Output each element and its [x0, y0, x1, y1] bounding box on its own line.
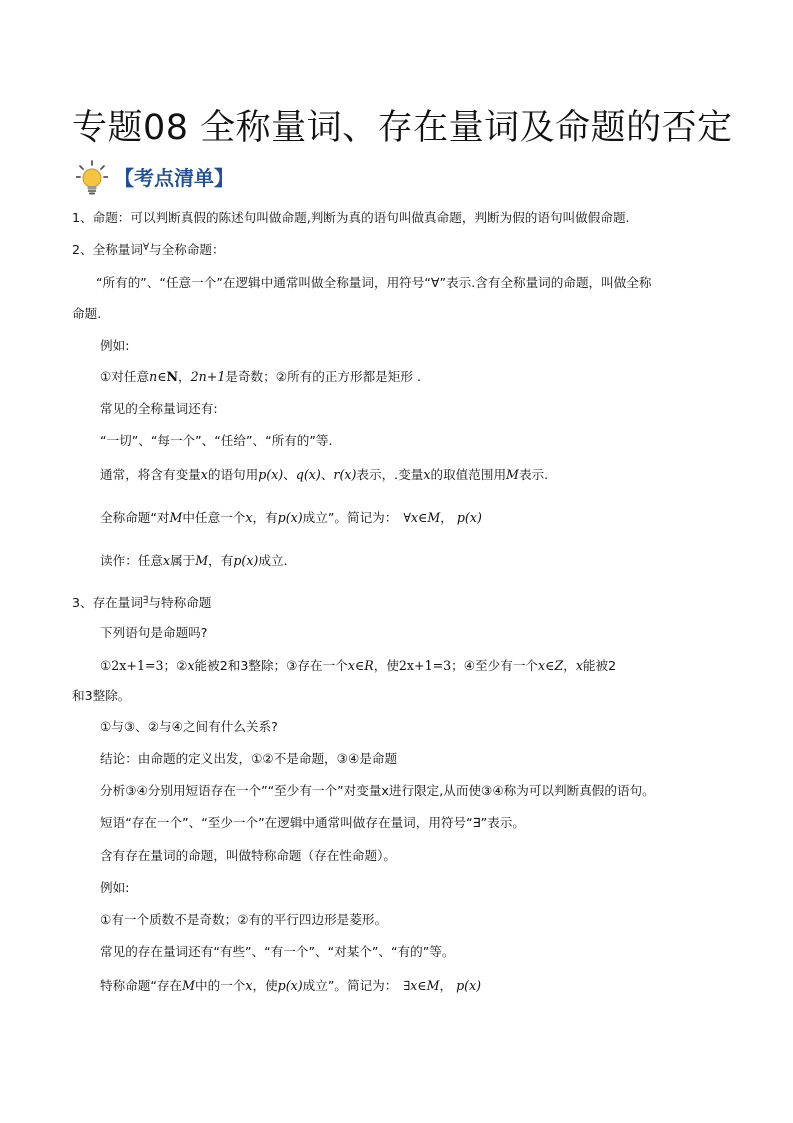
math-expr: p(x) [277, 510, 303, 525]
text-span: 属于 [170, 553, 196, 568]
paragraph-17: 结论：由命题的定义出发，①②不是命题，③④是命题 [100, 751, 398, 766]
text-span: ；④至少有一个 [451, 658, 539, 673]
paragraph-14 [100, 656, 616, 676]
paragraph-3: “所有的”、“任意一个”在逻辑中通常叫做全称量词，用符号“∀”表示.含有全称量词的命题，叫做全称 [96, 275, 652, 290]
example-label-1: 例如: [100, 338, 130, 353]
math-expr: p(x) [277, 978, 303, 993]
text-span: 全称命题“对 [100, 510, 170, 525]
heading-2-text: 2、全称量词 [72, 242, 143, 257]
text-span: ，使 [373, 658, 399, 673]
section-header [76, 160, 234, 196]
text-span: 的语句用 [207, 467, 259, 482]
paragraph-24 [100, 976, 481, 996]
paragraph-6 [100, 367, 421, 387]
text-span: 中的一个 [195, 978, 246, 993]
math-var: M [506, 467, 519, 482]
example-label-2: 例如: [100, 880, 130, 895]
lightbulb-icon [76, 160, 108, 196]
text-span: ① [100, 658, 112, 673]
text-span: 是奇数；②所有的正方形都是矩形 . [225, 369, 421, 384]
page-title: 专题08 全称量词、存在量词及命题的否定 [72, 108, 733, 148]
math-var: x [187, 658, 195, 673]
paragraph-19: 短语“存在一个”、“至少一个”在逻辑中通常叫做存在量词，用符号“∃”表示。 [100, 815, 525, 830]
text-span: 、 [283, 467, 296, 482]
math-var: n [149, 369, 158, 384]
text-span: ， [178, 369, 191, 384]
text-span: ， [439, 978, 453, 993]
text-span: ，有 [252, 510, 278, 525]
text-span: ；② [163, 658, 188, 673]
math-op: ∈ [157, 369, 167, 384]
paragraph-9 [100, 465, 548, 485]
math-expr: 2n+1 [190, 369, 226, 384]
math-expr: x∈Z [538, 658, 564, 673]
math-expr: q(x) [295, 467, 321, 482]
math-expr: 2x+1=3 [111, 658, 164, 673]
heading-3-text: 3、存在量词 [72, 595, 143, 610]
paragraph-18: 分析③④分别用短语存在一个”“至少有一个”对变量x进行限定,从而使③④称为可以判断真假的语句。 [100, 783, 655, 798]
math-var: x [575, 658, 583, 673]
section-label: 【考点清单】 [114, 166, 234, 190]
math-expr: x∈R [347, 658, 374, 673]
text-span: 中任意一个 [182, 510, 246, 525]
text-span: 通常，将含有变量 [100, 467, 201, 482]
math-expr: p(x) [233, 553, 259, 568]
math-var: x [423, 467, 431, 482]
heading-2-tail: 与全称命题： [149, 242, 225, 257]
text-span: 成立”。简记为： [302, 510, 398, 525]
paragraph-20: 含有存在量词的命题，叫做特称命题（存在性命题）。 [100, 848, 396, 863]
math-expr: r(x) [333, 467, 357, 482]
math-var: x [162, 553, 171, 568]
text-span: 、 [320, 467, 334, 482]
math-expr: ∃x∈M [403, 978, 440, 993]
exists-symbol: ∃ [142, 595, 149, 606]
heading-2 [72, 238, 225, 260]
paragraph-13: 下列语句是命题吗? [100, 625, 208, 640]
math-set: N [166, 369, 179, 384]
text-span: 成立”。简记为： [302, 978, 398, 993]
text-span: 表示，.变量 [356, 467, 424, 482]
paragraph-8: “一切”、“每一个”、“任给”、“所有的”等. [100, 433, 333, 448]
math-var: x [245, 510, 253, 525]
text-span: ，有 [208, 553, 234, 568]
math-var: x [200, 467, 208, 482]
math-expr: p(x) [456, 978, 482, 993]
heading-3-tail: 与特称命题 [148, 595, 212, 610]
text-span: ， [563, 658, 576, 673]
heading-3 [72, 591, 211, 613]
math-expr: p(x) [456, 510, 482, 525]
forall-symbol: ∀ [142, 242, 150, 253]
text-span: 表示. [518, 467, 549, 482]
text-span: 读作：任意 [100, 553, 163, 568]
math-var: M [195, 553, 209, 568]
text-span: ， [440, 510, 453, 525]
math-var: x [245, 978, 253, 993]
paragraph-22: ①有一个质数不是奇数；②有的平行四边形是菱形。 [100, 912, 388, 927]
text-span: 成立. [258, 553, 288, 568]
text-span: 能被2和3整除；③存在一个 [194, 658, 348, 673]
paragraph-23: 常见的存在量词还有“有些”、“有一个”、“对某个”、“有的”等。 [100, 944, 455, 959]
paragraph-10 [100, 508, 482, 528]
paragraph-11 [100, 551, 288, 571]
paragraph-16: ①与③、②与④之间有什么关系? [100, 719, 278, 734]
text-span: 能被2 [582, 658, 617, 673]
math-expr: 2x+1=3 [398, 658, 452, 673]
paragraph-1: 1、命题：可以判断真假的陈述句叫做命题,判断为真的语句叫做真命题，判断为假的语句叫做假命题. [72, 210, 630, 225]
math-var: M [169, 510, 183, 525]
text-span: 特称命题“存在 [100, 978, 183, 993]
text-span: 的取值范围用 [430, 467, 507, 482]
text-span: ，使 [252, 978, 278, 993]
math-expr: p(x) [258, 467, 284, 482]
math-var: M [182, 978, 195, 993]
paragraph-15: 和3整除。 [72, 688, 131, 703]
text-span: ①对任意 [100, 369, 150, 384]
paragraph-7: 常见的全称量词还有: [100, 401, 218, 416]
math-expr: ∀x∈M [403, 510, 441, 525]
paragraph-4: 命题. [72, 306, 102, 321]
